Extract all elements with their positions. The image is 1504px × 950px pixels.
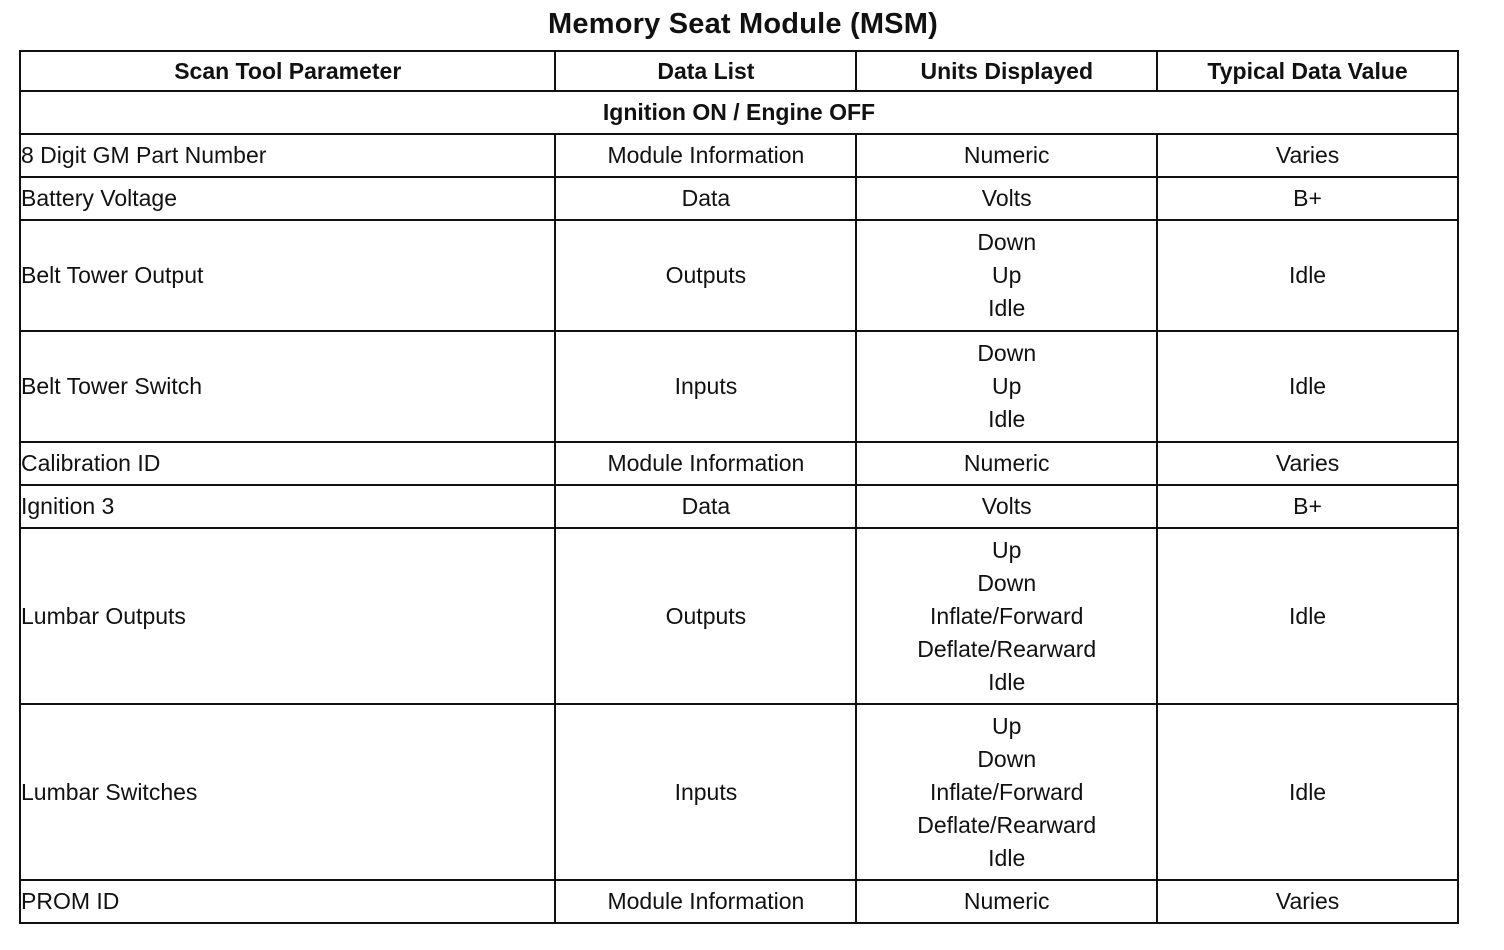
unit-value: Up	[992, 262, 1022, 288]
units-cell	[856, 880, 1157, 923]
header-row	[20, 51, 1458, 91]
typical-value-cell: B+	[1157, 485, 1458, 528]
header-data-list: Data List	[555, 51, 856, 91]
unit-value: Inflate/Forward	[930, 778, 1084, 805]
units-cell	[856, 442, 1157, 485]
units-cell	[856, 331, 1157, 442]
table-row	[20, 880, 1458, 923]
data-list-cell: Inputs	[555, 331, 856, 442]
data-list-cell: Outputs	[555, 528, 856, 704]
units-cell	[856, 134, 1157, 177]
param-cell: Calibration ID	[20, 442, 555, 485]
unit-value: Numeric	[963, 888, 1050, 914]
param-cell: Ignition 3	[20, 485, 555, 528]
unit-value: Idle	[988, 844, 1026, 871]
table-row	[20, 704, 1458, 880]
unit-value: Inflate/Forward	[930, 602, 1084, 629]
header-scan-tool-parameter: Scan Tool Parameter	[20, 51, 555, 91]
table-row	[20, 442, 1458, 485]
unit-value: Numeric	[963, 450, 1050, 476]
typical-value-cell: Varies	[1157, 442, 1458, 485]
typical-value-cell: B+	[1157, 177, 1458, 220]
param-cell: 8 Digit GM Part Number	[20, 134, 555, 177]
unit-value: Down	[977, 229, 1037, 255]
typical-value-cell: Varies	[1157, 134, 1458, 177]
typical-value-cell: Idle	[1157, 528, 1458, 704]
param-cell: Lumbar Outputs	[20, 528, 555, 704]
unit-value: Up	[992, 536, 1022, 563]
unit-value: Down	[977, 569, 1037, 596]
units-cell	[856, 220, 1157, 331]
param-cell: Belt Tower Output	[20, 220, 555, 331]
unit-value: Down	[977, 745, 1037, 772]
units-cell	[856, 528, 1157, 704]
typical-value-cell: Idle	[1157, 704, 1458, 880]
param-cell: Belt Tower Switch	[20, 331, 555, 442]
table-row	[20, 331, 1458, 442]
param-cell: Battery Voltage	[20, 177, 555, 220]
header-units-displayed: Units Displayed	[856, 51, 1157, 91]
units-cell	[856, 704, 1157, 880]
unit-value: Idle	[988, 406, 1026, 432]
unit-value: Volts	[981, 185, 1032, 211]
data-list-cell: Outputs	[555, 220, 856, 331]
unit-value: Numeric	[963, 142, 1050, 168]
page-title: Memory Seat Module (MSM)	[548, 8, 938, 40]
unit-value: Deflate/Rearward	[917, 811, 1097, 838]
param-cell: Lumbar Switches	[20, 704, 555, 880]
table-row	[20, 528, 1458, 704]
header-typical-data-value: Typical Data Value	[1157, 51, 1458, 91]
section-row	[20, 91, 1458, 134]
unit-value: Volts	[981, 493, 1032, 519]
data-list-cell: Module Information	[555, 442, 856, 485]
unit-value: Idle	[988, 668, 1026, 695]
param-cell: PROM ID	[20, 880, 555, 923]
data-list-cell: Data	[555, 177, 856, 220]
data-list-cell: Inputs	[555, 704, 856, 880]
table-row	[20, 134, 1458, 177]
section-label: Ignition ON / Engine OFF	[20, 91, 1458, 134]
typical-value-cell: Idle	[1157, 220, 1458, 331]
unit-value: Deflate/Rearward	[917, 635, 1097, 662]
table-row	[20, 220, 1458, 331]
unit-value: Down	[977, 340, 1037, 366]
unit-value: Up	[992, 373, 1022, 399]
unit-value: Up	[992, 712, 1022, 739]
typical-value-cell: Idle	[1157, 331, 1458, 442]
units-cell	[856, 177, 1157, 220]
data-list-cell: Module Information	[555, 134, 856, 177]
table-row	[20, 177, 1458, 220]
typical-value-cell: Varies	[1157, 880, 1458, 923]
units-cell	[856, 485, 1157, 528]
table-row	[20, 485, 1458, 528]
data-table	[19, 50, 1459, 924]
data-list-cell: Module Information	[555, 880, 856, 923]
data-list-cell: Data	[555, 485, 856, 528]
unit-value: Idle	[988, 295, 1026, 321]
